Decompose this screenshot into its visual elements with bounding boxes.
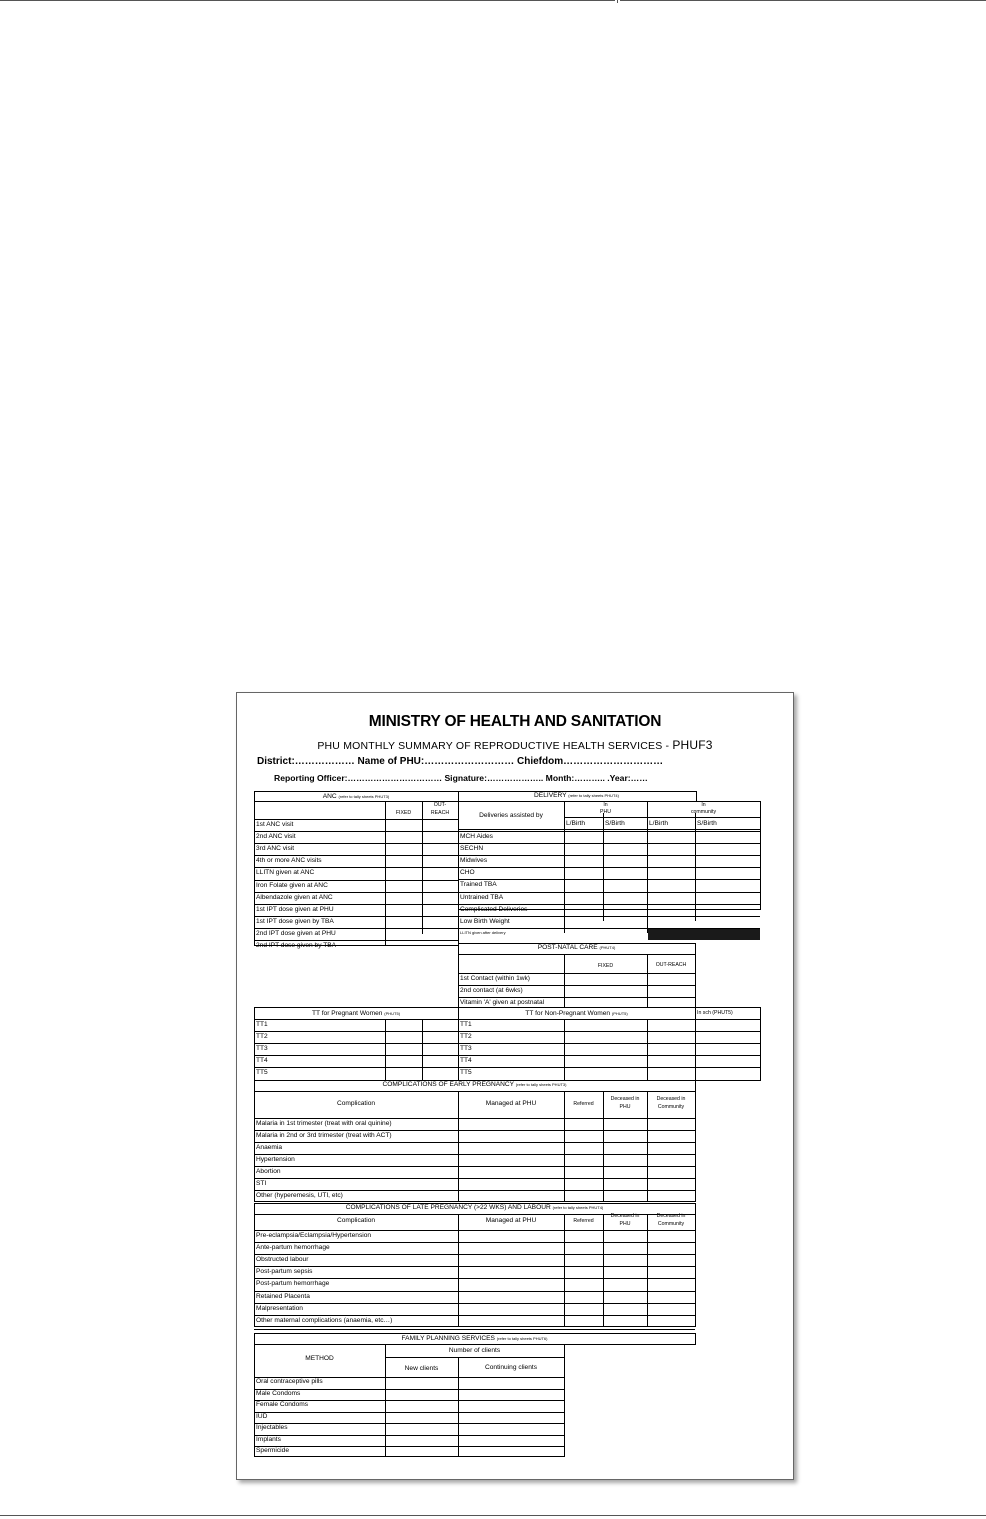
delivery-row-label: MCH Aides bbox=[460, 833, 493, 840]
tt-nonpregnant-row-label: TT5 bbox=[460, 1069, 472, 1077]
row-rule bbox=[254, 1154, 695, 1155]
row-rule bbox=[254, 1142, 695, 1143]
anc-header-rule bbox=[254, 819, 458, 820]
anc-title: ANC (refer to tally sheets PHUT3) bbox=[322, 793, 390, 800]
early-complications-row-label: Other (hyperemesis, UTI, etc) bbox=[256, 1192, 343, 1199]
fp-row-label: Implants bbox=[256, 1435, 281, 1443]
row-rule bbox=[254, 1166, 695, 1167]
anc-fixed-header: FIXED bbox=[395, 810, 412, 816]
community-lbirth-header: L/Birth bbox=[649, 820, 669, 827]
early-complications-deceased-community-header-2: Community bbox=[657, 1103, 685, 1110]
pnc-col-fixed bbox=[564, 954, 565, 1008]
delivery-row-label: Midwives bbox=[460, 857, 488, 865]
row-rule bbox=[254, 1423, 564, 1424]
late-complications-referred-header: Referred bbox=[573, 1218, 594, 1224]
pnc-fixed-header: FIXED bbox=[597, 963, 614, 969]
early-complications-row-label: Malaria in 1st trimester (treat with oral quinine) bbox=[256, 1120, 392, 1127]
delivery-row-label: SECHN bbox=[460, 845, 484, 853]
phu-lbirth-header: L/Birth bbox=[566, 820, 586, 827]
anc-outreach-header-1: OUT- bbox=[433, 802, 447, 808]
early-complications-row-label: Abortion bbox=[256, 1168, 281, 1175]
row-rule bbox=[254, 855, 458, 856]
fp-method-header: METHOD bbox=[305, 1355, 334, 1362]
late-complications-deceased-community-header-2: Community bbox=[657, 1221, 685, 1227]
row-rule bbox=[254, 843, 458, 844]
column-rule bbox=[458, 1091, 459, 1202]
fp-col-continuing bbox=[458, 1357, 459, 1457]
tt-pregnant-row-label: TT3 bbox=[256, 1045, 268, 1053]
fp-subheader-rule bbox=[385, 1357, 564, 1358]
delivery-row-label: CHO bbox=[460, 869, 475, 877]
row-rule bbox=[254, 1230, 695, 1231]
row-rule bbox=[254, 1130, 695, 1131]
row-rule bbox=[254, 867, 458, 868]
tt-nonpregnant-row-label: TT4 bbox=[460, 1057, 472, 1065]
anc-row-label: 2nd ANC visit bbox=[256, 833, 296, 841]
late-complications-deceased-phu-header-1: Deceased in bbox=[610, 1213, 640, 1219]
row-rule bbox=[254, 1435, 564, 1436]
community-sbirth-header: S/Birth bbox=[697, 820, 717, 827]
fp-row-label: Male Condoms bbox=[256, 1389, 301, 1397]
late-complications-row-label: Malpresentation bbox=[256, 1304, 303, 1312]
anc-row-label: LLITN given at ANC bbox=[256, 869, 315, 877]
row-rule bbox=[254, 1266, 695, 1267]
early-complications-title: COMPLICATIONS OF EARLY PREGNANCY (refer to tally sheets PHUT3) bbox=[382, 1081, 567, 1088]
early-complications-row-label: STI bbox=[256, 1180, 267, 1187]
early-complications-row-label: Hypertension bbox=[256, 1156, 295, 1163]
late-complications-row-label: Retained Placenta bbox=[256, 1292, 310, 1300]
row-rule bbox=[254, 1178, 695, 1179]
anc-row-label: 3rd ANC visit bbox=[256, 845, 295, 853]
in-phu-header-2: PHU bbox=[600, 809, 611, 815]
row-rule bbox=[254, 1254, 695, 1255]
row-rule bbox=[254, 1031, 760, 1032]
column-rule bbox=[564, 1091, 565, 1202]
delivery-title: DELIVERY (refer to tally sheets PHUT4) bbox=[534, 792, 619, 799]
top-page-rule bbox=[0, 0, 986, 2]
tt-in-school-header: In sch (PHUT5) bbox=[697, 1010, 733, 1016]
early-complications-deceased-phu-header-2: PHU bbox=[619, 1103, 631, 1110]
fp-row-label: Female Condoms bbox=[256, 1401, 309, 1408]
row-rule bbox=[254, 1242, 695, 1243]
row-rule bbox=[254, 1315, 695, 1316]
early-complications-managed-header: Managed at PHU bbox=[485, 1099, 537, 1107]
pnc-row-label: Vitamin 'A' given at postnatal bbox=[460, 999, 545, 1006]
tt-nonpregnant-row-label: TT2 bbox=[460, 1033, 472, 1041]
anc-row-label: 2nd IPT dose given by TBA bbox=[256, 942, 337, 949]
fp-row-label: IUD bbox=[256, 1412, 268, 1420]
row-rule bbox=[254, 904, 458, 905]
late-complications-deceased-phu-header-2: PHU bbox=[619, 1221, 631, 1227]
late-complications-row-label: Post-partum sepsis bbox=[256, 1268, 313, 1276]
delivery-row-label: Complicated Deliveries bbox=[460, 905, 528, 913]
officer-line: Reporting Officer:…………………………… Signature:……………….. Month:……….. .Year:…… bbox=[274, 773, 648, 783]
row-rule bbox=[458, 997, 695, 998]
tt-header-rule bbox=[254, 1019, 760, 1020]
late-complications-managed-header: Managed at PHU bbox=[485, 1217, 537, 1224]
early-complications-deceased-community-header-1: Deceased in bbox=[656, 1095, 686, 1102]
form-code: PHUF3 bbox=[672, 738, 713, 752]
row-rule bbox=[254, 1055, 760, 1056]
shaded-cell bbox=[648, 929, 760, 940]
row-rule bbox=[458, 867, 760, 868]
anc-row-label: Albendazole given at ANC bbox=[256, 893, 333, 901]
row-rule bbox=[458, 916, 760, 917]
tt-nonpregnant-title: TT for Non-Pregnant Women (PHUT5) bbox=[525, 1010, 628, 1017]
tt-pregnant-title: TT for Pregnant Women (PHUT5) bbox=[311, 1010, 401, 1017]
row-rule bbox=[254, 1067, 760, 1068]
bottom-page-rule bbox=[0, 1515, 986, 1516]
delivery-row-label: LLITN given after delivery bbox=[460, 929, 506, 935]
row-rule bbox=[458, 985, 695, 986]
fp-new-clients-header: New clients bbox=[404, 1365, 439, 1372]
row-rule bbox=[254, 831, 458, 832]
row-rule bbox=[254, 1043, 760, 1044]
row-rule bbox=[254, 892, 458, 893]
fp-row-label: Oral contraceptive pills bbox=[256, 1378, 323, 1385]
pnc-row-label: 2nd contact (at 6wks) bbox=[460, 987, 523, 994]
tt-pregnant-row-label: TT1 bbox=[256, 1021, 268, 1028]
row-rule bbox=[458, 843, 760, 844]
early-complications-row-label: Anaemia bbox=[256, 1144, 283, 1151]
anc-row-label: 1st IPT dose given at PHU bbox=[256, 905, 334, 913]
anc-row-label: 1st IPT dose given by TBA bbox=[256, 917, 334, 925]
anc-outreach-header-2: REACH bbox=[430, 810, 450, 816]
column-rule bbox=[422, 1019, 423, 1081]
tt-pregnant-row-label: TT5 bbox=[256, 1069, 268, 1077]
row-rule bbox=[458, 879, 760, 880]
column-rule bbox=[647, 1019, 648, 1081]
row-rule bbox=[458, 973, 695, 974]
column-rule bbox=[564, 1019, 565, 1081]
row-rule bbox=[254, 880, 458, 881]
late-complications-row-label: Other maternal complications (anaemia, etc…) bbox=[256, 1316, 393, 1324]
anc-row-label: 2nd IPT dose given at PHU bbox=[256, 929, 336, 937]
district-line: District:……………… Name of PHU:……………………… Chiefdom………………………… bbox=[257, 756, 664, 767]
row-rule bbox=[254, 1389, 564, 1390]
fp-number-header: Number of clients bbox=[448, 1347, 501, 1354]
column-rule bbox=[385, 1019, 386, 1081]
tt-pregnant-row-label: TT4 bbox=[256, 1057, 268, 1065]
row-rule bbox=[254, 1291, 695, 1292]
fp-continuing-clients-header: Continuing clients bbox=[484, 1364, 538, 1371]
fp-title: FAMILY PLANNING SERVICES (refer to tally sheets PHUT6) bbox=[401, 1335, 548, 1342]
early-complications-row-label: Malaria in 2nd or 3rd trimester (treat with ACT) bbox=[256, 1132, 392, 1139]
pnc-row-label: 1st Contact (within 1wk) bbox=[460, 975, 530, 982]
pnc-title: POST-NATAL CARE (PHUT4) bbox=[537, 944, 616, 951]
anc-col-fixed bbox=[385, 801, 386, 946]
row-rule bbox=[254, 928, 458, 929]
delivery-row-label: Untrained TBA bbox=[460, 893, 504, 901]
deliveries-assisted-header: Deliveries assisted by bbox=[479, 812, 543, 819]
row-rule bbox=[254, 1412, 564, 1413]
row-rule bbox=[458, 892, 760, 893]
form-sheet-image bbox=[236, 692, 794, 1480]
delivery-subheader-rule bbox=[564, 817, 760, 818]
row-rule bbox=[254, 1303, 695, 1304]
late-complications-title: COMPLICATIONS OF LATE PREGNANCY (>22 WKS) AND LABOUR (refer to tally sheets PHUT4) bbox=[345, 1204, 604, 1211]
in-community-header-1: In bbox=[701, 802, 706, 808]
phu-sbirth-header: S/Birth bbox=[605, 820, 625, 827]
in-phu-header-1: In bbox=[603, 802, 608, 808]
late-complications-row-label: Post-partum hemorrhage bbox=[256, 1280, 330, 1288]
late-complications-bottom-rule bbox=[254, 1329, 695, 1330]
fp-row-label: Injectables bbox=[256, 1424, 288, 1431]
row-rule bbox=[254, 916, 458, 917]
fp-row-label: Spermicide bbox=[256, 1447, 289, 1454]
early-complications-deceased-phu-header-1: Deceased in bbox=[610, 1095, 640, 1102]
row-rule bbox=[458, 831, 760, 832]
early-complications-complication-header: Complication bbox=[336, 1099, 376, 1107]
delivery-header-rule bbox=[458, 829, 760, 830]
form-subtitle: PHU MONTHLY SUMMARY OF REPRODUCTIVE HEALTH SERVICES - PHUF3 bbox=[317, 738, 713, 752]
pnc-outreach-header: OUT-REACH bbox=[655, 962, 687, 968]
late-complications-deceased-community-header-1: Deceased in bbox=[656, 1213, 686, 1219]
delivery-row-label: Low Birth Weight bbox=[460, 917, 510, 925]
row-rule bbox=[254, 1190, 695, 1191]
tt-pregnant-row-label: TT2 bbox=[256, 1033, 268, 1041]
tt-nonpregnant-row-label: TT1 bbox=[460, 1021, 472, 1028]
row-rule bbox=[458, 904, 760, 905]
anc-row-label: 1st ANC visit bbox=[256, 821, 294, 828]
ministry-title: MINISTRY OF HEALTH AND SANITATION bbox=[368, 713, 662, 730]
anc-row-label: 4th or more ANC visits bbox=[256, 857, 322, 865]
tt-nonpregnant-row-label: TT3 bbox=[460, 1045, 472, 1053]
anc-row-label: Iron Folate given at ANC bbox=[256, 881, 328, 889]
row-rule bbox=[254, 940, 458, 941]
late-complications-row-label: Ante-partum hemorrhage bbox=[256, 1244, 330, 1252]
late-complications-row-label: Obstructed labour bbox=[256, 1256, 309, 1264]
early-complications-referred-header: Referred bbox=[573, 1100, 594, 1107]
row-rule bbox=[254, 1278, 695, 1279]
row-rule bbox=[254, 1118, 695, 1119]
in-community-header-2: community bbox=[690, 809, 717, 815]
row-rule bbox=[254, 1446, 564, 1447]
row-rule bbox=[458, 855, 760, 856]
delivery-row-label: Trained TBA bbox=[460, 881, 497, 889]
late-complications-row-label: Pre-eclampsia/Eclampsia/Hypertension bbox=[256, 1232, 372, 1239]
late-complications-complication-header: Complication bbox=[336, 1217, 376, 1224]
